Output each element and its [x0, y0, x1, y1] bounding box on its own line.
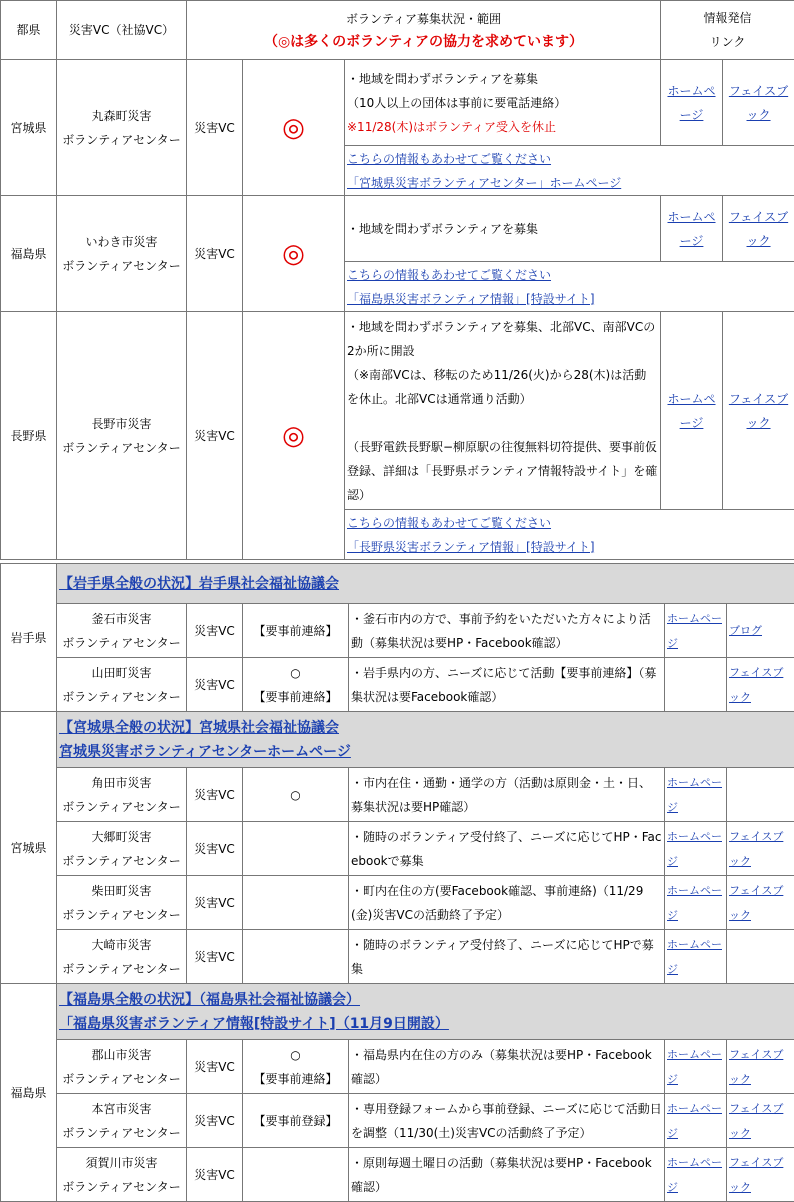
vc-name-line: ボランティアセンター	[62, 853, 181, 868]
vc-name-line: ボランティアセンター	[62, 1179, 181, 1194]
section-header-row	[1, 564, 794, 604]
mark-cell	[243, 768, 349, 822]
header-row	[1, 1, 794, 60]
facebook-link[interactable]: フェイスブック	[728, 83, 789, 122]
status-line: （長野電鉄長野駅−柳原駅の往復無料切符提供、要事前仮登録、詳細は「長野県ボランティア情報特設サイト」を確認）	[347, 439, 658, 502]
header-status	[187, 1, 661, 60]
vc-name-cell	[57, 930, 187, 984]
section-header-link[interactable]: 【福島県全般の状況】（福島県社会福祉協議会）	[59, 991, 360, 1008]
section-header-row	[1, 984, 794, 1040]
facebook-link[interactable]: フェイスブック	[728, 209, 789, 248]
status-text-cell: ・福島県内在住の方のみ（募集状況は要HP・Facebook確認）	[349, 1040, 665, 1094]
facebook-link[interactable]: フェイスブック	[729, 1155, 784, 1194]
vc-name-line: ボランティアセンター	[62, 635, 181, 650]
vc-name-line: 山田町災害	[91, 665, 152, 680]
facebook-link-cell	[723, 60, 794, 146]
homepage-link-cell	[661, 60, 723, 146]
extra-info-link[interactable]: こちらの情報もあわせてご覧ください	[347, 267, 552, 282]
status-text-cell: ・岩手県内の方、ニーズに応じて活動【要事前連絡】（募集状況は要Facebook確認）	[349, 658, 665, 712]
homepage-link-cell	[665, 658, 727, 712]
facebook-link[interactable]: フェイスブック	[729, 829, 784, 868]
homepage-link-cell	[665, 930, 727, 984]
table-row	[1, 1148, 794, 1202]
vc-type-cell: 災害VC	[187, 1094, 243, 1148]
homepage-link-cell	[665, 822, 727, 876]
vc-name-line: ボランティアセンター	[62, 907, 181, 922]
mark-text: 【要事前連絡】	[253, 623, 338, 638]
homepage-link[interactable]: ホームページ	[667, 391, 716, 430]
table-row	[1, 1094, 794, 1148]
table-row	[1, 658, 794, 712]
vc-name-cell	[57, 1148, 187, 1202]
header-pref: 都県	[1, 1, 57, 60]
vc-name-cell	[57, 312, 187, 560]
vc-type-cell: 災害VC	[187, 1040, 243, 1094]
circle-mark: ○	[290, 1047, 301, 1062]
homepage-link-cell	[665, 768, 727, 822]
homepage-link[interactable]: ホームページ	[667, 1101, 722, 1140]
homepage-link-cell	[665, 1148, 727, 1202]
status-text-cell: ・随時のボランティア受付終了、ニーズに応じてHP・Facebookで募集	[349, 822, 665, 876]
header-info-line2: リンク	[709, 35, 746, 49]
facebook-link[interactable]: フェイスブック	[729, 1101, 784, 1140]
mark-cell	[243, 1040, 349, 1094]
homepage-link[interactable]: ホームページ	[667, 883, 722, 922]
homepage-link[interactable]: ホームページ	[667, 209, 716, 248]
facebook-link-cell	[727, 658, 794, 712]
vc-name-cell	[57, 658, 187, 712]
status-line: ・地域を問わずボランティアを募集	[347, 71, 539, 86]
vc-type-cell: 災害VC	[187, 312, 243, 560]
extra-info-link[interactable]: 「福島県災害ボランティア情報」[特設サイト]	[347, 291, 595, 306]
mark-cell	[243, 658, 349, 712]
homepage-link-cell	[661, 196, 723, 262]
mark-text: 【要事前連絡】	[253, 689, 338, 704]
vc-name-line: 釜石市災害	[91, 611, 152, 626]
vc-name-line: ボランティアセンター	[62, 799, 181, 814]
extra-info-link[interactable]: こちらの情報もあわせてご覧ください	[347, 515, 552, 530]
homepage-link-cell	[665, 1040, 727, 1094]
vc-name-line: 長野市災害	[91, 416, 152, 431]
extra-info-cell	[345, 146, 794, 196]
vc-name-line: ボランティアセンター	[62, 440, 181, 455]
vc-type-cell: 災害VC	[187, 196, 243, 312]
vc-name-line: いわき市災害	[85, 234, 158, 249]
double-circle-mark: ◎	[243, 312, 345, 560]
section-header-link[interactable]: 宮城県災害ボランティアセンターホームページ	[59, 743, 351, 760]
circle-mark: ○	[290, 787, 301, 802]
homepage-link[interactable]: ホームページ	[667, 937, 722, 976]
circle-mark: ○	[290, 665, 301, 680]
pref-cell: 岩手県	[1, 564, 57, 712]
mark-cell	[243, 876, 349, 930]
double-circle-mark: ◎	[243, 196, 345, 312]
facebook-link-cell	[727, 768, 794, 822]
extra-info-link[interactable]: 「長野県災害ボランティア情報」[特設サイト]	[347, 539, 595, 554]
status-line: （※南部VCは、移転のため11/26(火)から28(木)は活動を休止。北部VCは通常通り活動）	[347, 367, 647, 406]
status-text-cell: ・専用登録フォームから事前登録、ニーズに応じて活動日を調整（11/30(土)災害VCの活動終了予定）	[349, 1094, 665, 1148]
regional-status-table	[0, 563, 794, 1202]
extra-info-cell	[345, 262, 794, 312]
section-header	[57, 712, 794, 768]
homepage-link-cell	[661, 312, 723, 510]
section-header-link[interactable]: 【宮城県全般の状況】宮城県社会福祉協議会	[59, 719, 339, 736]
pref-cell: 福島県	[1, 196, 57, 312]
pref-cell: 福島県	[1, 984, 57, 1202]
blog-link[interactable]: ブログ	[729, 624, 762, 637]
homepage-link[interactable]: ホームページ	[667, 1155, 722, 1194]
section-header-row	[1, 712, 794, 768]
vc-name-cell	[57, 1040, 187, 1094]
vc-type-cell: 災害VC	[187, 822, 243, 876]
vc-name-line: 郡山市災害	[91, 1047, 152, 1062]
vc-type-cell: 災害VC	[187, 768, 243, 822]
status-text-cell	[345, 196, 661, 262]
double-circle-mark: ◎	[243, 60, 345, 196]
vc-name-line: ボランティアセンター	[62, 1125, 181, 1140]
table-row	[1, 768, 794, 822]
section-header	[57, 564, 794, 604]
facebook-link-cell	[727, 876, 794, 930]
table-row	[1, 930, 794, 984]
extra-info-cell	[345, 510, 794, 560]
table-row	[1, 60, 794, 146]
status-text-cell: ・町内在住の方(要Facebook確認、事前連絡)（11/29(金)災害VCの活動終了予定）	[349, 876, 665, 930]
vc-name-cell	[57, 1094, 187, 1148]
blog-link-cell	[727, 604, 794, 658]
table-row	[1, 876, 794, 930]
table-row	[1, 312, 794, 510]
pref-cell: 宮城県	[1, 712, 57, 984]
facebook-link-cell	[727, 1148, 794, 1202]
facebook-link[interactable]: フェイスブック	[729, 1047, 784, 1086]
vc-type-cell: 災害VC	[187, 930, 243, 984]
table-row	[1, 604, 794, 658]
vc-name-line: 角田市災害	[91, 775, 152, 790]
mark-cell	[243, 930, 349, 984]
mark-cell	[243, 604, 349, 658]
homepage-link-cell	[665, 876, 727, 930]
vc-name-line: 柴田町災害	[91, 883, 152, 898]
status-text-cell: ・原則毎週土曜日の活動（募集状況は要HP・Facebook確認）	[349, 1148, 665, 1202]
header-vc: 災害VC（社協VC）	[57, 1, 187, 60]
section-header-link[interactable]: 【岩手県全般の状況】岩手県社会福祉協議会	[59, 575, 339, 592]
extra-info-link[interactable]: 「宮城県災害ボランティアセンター」ホームページ	[347, 175, 622, 190]
section-header	[57, 984, 794, 1040]
vc-name-line: ボランティアセンター	[62, 132, 181, 147]
table-row	[1, 1040, 794, 1094]
vc-name-cell	[57, 768, 187, 822]
homepage-link[interactable]: ホームページ	[667, 1047, 722, 1086]
status-text-cell	[345, 60, 661, 146]
vc-name-cell	[57, 60, 187, 196]
top-volunteer-table	[0, 0, 794, 560]
vc-name-cell	[57, 604, 187, 658]
vc-name-line: 須賀川市災害	[85, 1155, 158, 1170]
status-line: ・地域を問わずボランティアを募集	[347, 221, 539, 236]
status-line: ・地域を問わずボランティアを募集、北部VC、南部VCの2か所に開設	[347, 319, 656, 358]
homepage-link[interactable]: ホームページ	[667, 83, 716, 122]
facebook-link[interactable]: フェイスブック	[728, 391, 789, 430]
pref-cell: 宮城県	[1, 60, 57, 196]
status-line: （10人以上の団体は事前に要電話連絡）	[347, 95, 567, 110]
vc-name-line: ボランティアセンター	[62, 961, 181, 976]
vc-name-line: ボランティアセンター	[62, 689, 181, 704]
vc-name-cell	[57, 876, 187, 930]
extra-info-link[interactable]: こちらの情報もあわせてご覧ください	[347, 151, 552, 166]
facebook-link-cell	[723, 312, 794, 510]
status-text-cell: ・随時のボランティア受付終了、ニーズに応じてHPで募集	[349, 930, 665, 984]
vc-name-line: 大崎市災害	[91, 937, 152, 952]
mark-cell	[243, 1094, 349, 1148]
vc-name-line: ボランティアセンター	[62, 1071, 181, 1086]
facebook-link[interactable]: フェイスブック	[729, 883, 784, 922]
mark-cell	[243, 1148, 349, 1202]
vc-name-cell	[57, 822, 187, 876]
vc-type-cell: 災害VC	[187, 876, 243, 930]
facebook-link[interactable]: フェイスブック	[729, 665, 784, 704]
vc-name-line: ボランティアセンター	[62, 258, 181, 273]
homepage-link[interactable]: ホームページ	[667, 611, 722, 650]
homepage-link-cell	[665, 604, 727, 658]
vc-name-line: 大郷町災害	[91, 829, 152, 844]
status-text-cell: ・釜石市内の方で、事前予約をいただいた方々により活動（募集状況は要HP・Facebook確認）	[349, 604, 665, 658]
vc-type-cell: 災害VC	[187, 1148, 243, 1202]
table-row	[1, 822, 794, 876]
mark-text: 【要事前連絡】	[253, 1071, 338, 1086]
homepage-link-cell	[665, 1094, 727, 1148]
table-row	[1, 196, 794, 262]
vc-type-cell: 災害VC	[187, 60, 243, 196]
header-status-note: （◎は多くのボランティアの協力を求めています）	[263, 34, 584, 50]
mark-text: 【要事前登録】	[253, 1113, 338, 1128]
status-line	[347, 411, 658, 435]
status-warning: ※11/28(木)はボランティア受入を休止	[347, 119, 557, 134]
vc-type-cell: 災害VC	[187, 658, 243, 712]
mark-cell	[243, 822, 349, 876]
facebook-link-cell	[727, 1040, 794, 1094]
header-info-line1: 情報発信	[703, 11, 752, 25]
section-header-link[interactable]: 「福島県災害ボランティア情報[特設サイト]（11月9日開設）	[59, 1015, 449, 1032]
homepage-link[interactable]: ホームページ	[667, 829, 722, 868]
homepage-link[interactable]: ホームページ	[667, 775, 722, 814]
header-info	[661, 1, 794, 60]
pref-cell: 長野県	[1, 312, 57, 560]
vc-type-cell: 災害VC	[187, 604, 243, 658]
facebook-link-cell	[727, 930, 794, 984]
facebook-link-cell	[727, 822, 794, 876]
status-text-cell	[345, 312, 661, 510]
header-status-title: ボランティア募集状況・範囲	[345, 12, 502, 26]
facebook-link-cell	[727, 1094, 794, 1148]
facebook-link-cell	[723, 196, 794, 262]
status-text-cell: ・市内在住・通勤・通学の方（活動は原則金・土・日、募集状況は要HP確認）	[349, 768, 665, 822]
vc-name-line: 本宮市災害	[91, 1101, 152, 1116]
vc-name-cell	[57, 196, 187, 312]
vc-name-line: 丸森町災害	[91, 108, 152, 123]
